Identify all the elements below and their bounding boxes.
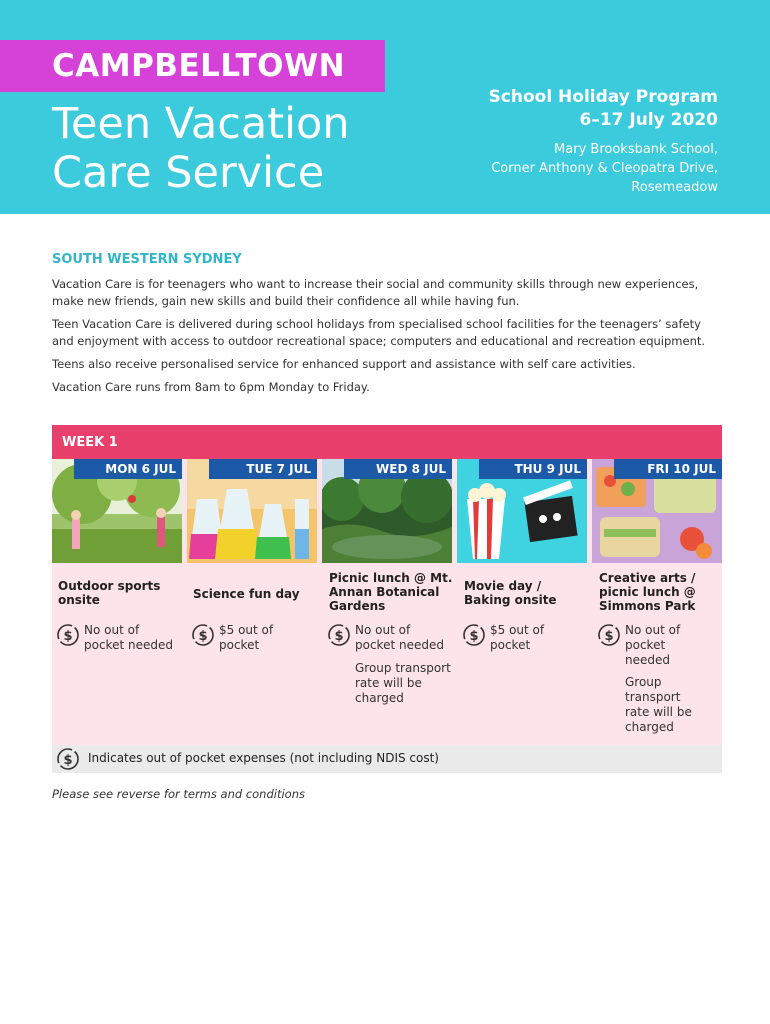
svg-text:$: $ bbox=[469, 629, 479, 644]
activity-wed: Picnic lunch @ Mt. Annan Botanical Gardens bbox=[329, 571, 453, 613]
page-title bbox=[52, 100, 350, 198]
activity-thu: Movie day / Baking onsite bbox=[464, 579, 557, 607]
dollar-icon bbox=[191, 623, 215, 647]
day-wed bbox=[322, 459, 452, 563]
day-mon bbox=[52, 459, 182, 563]
dollar-icon bbox=[597, 623, 621, 647]
intro-paragraph-1: Vacation Care is for teenagers who want to increase their social and community skills through new experiences, make new friends, gain new skills and build their confidence all while having fun. bbox=[52, 277, 699, 308]
title-line-1: Teen Vacation bbox=[52, 99, 350, 149]
region-heading: SOUTH WESTERN SYDNEY bbox=[52, 252, 242, 267]
day-label-mon: MON 6 JUL bbox=[74, 459, 182, 479]
legend-bar bbox=[52, 745, 722, 773]
venue-address bbox=[489, 140, 718, 197]
note-fri: Group transport rate will be charged bbox=[625, 675, 692, 734]
program-title: School Holiday Program bbox=[488, 87, 718, 107]
program-dates: 6–17 July 2020 bbox=[579, 110, 718, 130]
dollar-icon bbox=[327, 623, 351, 647]
intro-text bbox=[52, 276, 722, 402]
day-tue bbox=[187, 459, 317, 563]
cost-text-mon: No out of pocket needed bbox=[84, 623, 173, 652]
dollar-icon bbox=[56, 747, 80, 771]
cost-text-tue: $5 out of pocket bbox=[219, 623, 274, 652]
activity-fri: Creative arts / picnic lunch @ Simmons Park bbox=[599, 571, 696, 613]
intro-paragraph-4: Vacation Care runs from 8am to 6pm Monday to Friday. bbox=[52, 380, 370, 394]
dollar-icon bbox=[56, 623, 80, 647]
day-fri bbox=[592, 459, 722, 563]
day-label-thu: THU 9 JUL bbox=[479, 459, 587, 479]
address-line-3: Rosemeadow bbox=[631, 180, 718, 195]
cost-text-wed: No out of pocket needed bbox=[355, 623, 444, 652]
cost-text-thu: $5 out of pocket bbox=[490, 623, 545, 652]
svg-text:$: $ bbox=[198, 629, 208, 644]
day-label-fri: FRI 10 JUL bbox=[614, 459, 722, 479]
location-tag bbox=[0, 40, 385, 92]
dollar-icon bbox=[462, 623, 486, 647]
intro-paragraph-2: Teen Vacation Care is delivered during school holidays from specialised school facilities for the teenagers’ safety and enjoyment with access to outdoor recreational space; computers and educational and recreation equipment. bbox=[52, 317, 706, 348]
activity-mon: Outdoor sports onsite bbox=[58, 579, 161, 607]
cost-text-fri: No out of pocket needed bbox=[625, 623, 681, 667]
day-thu bbox=[457, 459, 587, 563]
address-line-2: Corner Anthony & Cleopatra Drive, bbox=[491, 161, 718, 176]
program-info bbox=[489, 86, 718, 197]
week-heading: WEEK 1 bbox=[52, 425, 722, 459]
svg-text:$: $ bbox=[604, 629, 614, 644]
week-schedule bbox=[52, 425, 722, 768]
location-tag-text: CAMPBELLTOWN bbox=[52, 48, 346, 84]
terms-note: Please see reverse for terms and conditions bbox=[52, 787, 305, 801]
svg-text:$: $ bbox=[63, 753, 73, 768]
activities-area bbox=[52, 563, 722, 745]
intro-paragraph-3: Teens also receive personalised service for enhanced support and assistance with self care activities. bbox=[52, 357, 636, 371]
day-label-wed: WED 8 JUL bbox=[344, 459, 452, 479]
svg-text:$: $ bbox=[63, 629, 73, 644]
header-banner bbox=[0, 0, 770, 214]
legend-text: Indicates out of pocket expenses (not including NDIS cost) bbox=[88, 751, 439, 765]
day-label-tue: TUE 7 JUL bbox=[209, 459, 317, 479]
svg-text:$: $ bbox=[334, 629, 344, 644]
activity-tue: Science fun day bbox=[193, 587, 300, 601]
address-line-1: Mary Brooksbank School, bbox=[554, 142, 718, 157]
note-wed: Group transport rate will be charged bbox=[355, 661, 451, 705]
title-line-2: Care Service bbox=[52, 148, 325, 198]
